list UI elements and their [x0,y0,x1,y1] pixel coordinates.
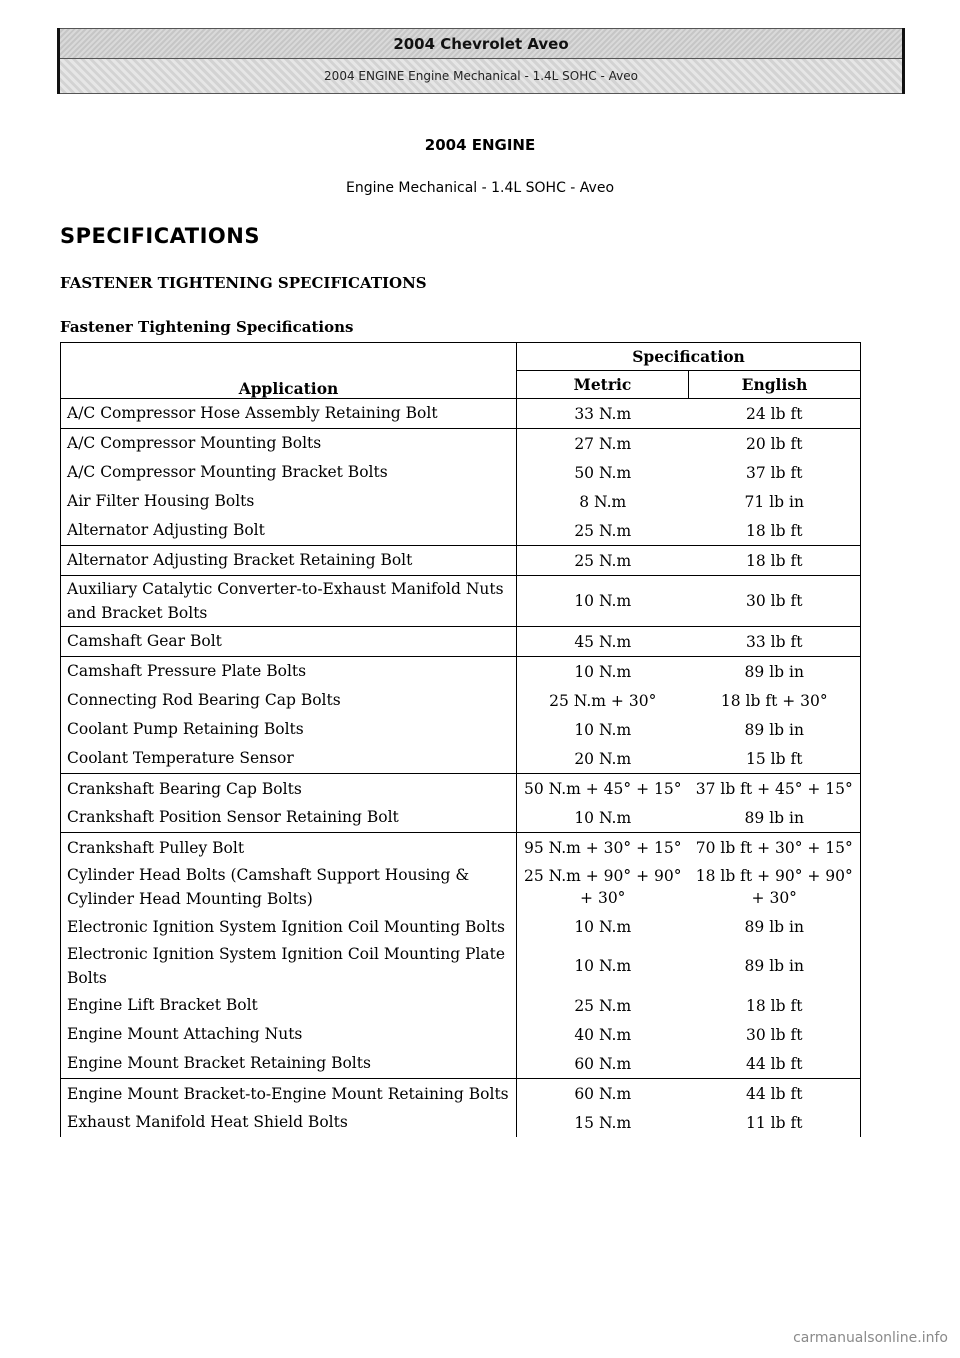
cell-english: 18 lb ft [689,546,861,576]
table-row [61,657,861,687]
cell-metric: 10 N.m [574,917,632,936]
cell-english: 44 lb ft [689,1049,861,1079]
cell-application: Camshaft Pressure Plate Bolts [61,657,517,687]
cell-application: Engine Lift Bracket Bolt [61,991,517,1020]
table-row [61,991,861,1020]
cell-english: 11 lb ft [689,1108,861,1137]
cell-application: Exhaust Manifold Heat Shield Bolts [61,1108,517,1137]
cell-metric: 25 N.m [574,996,632,1015]
table-row [61,686,861,715]
cell-application: Air Filter Housing Bolts [61,487,517,516]
table-row [61,774,861,804]
cell-english: 33 lb ft [689,627,861,657]
cell-application: Engine Mount Bracket-to-Engine Mount Retaining Bolts [61,1079,517,1109]
header-subtitle: 2004 ENGINE Engine Mechanical - 1.4L SOHC - Aveo [58,58,904,94]
cell-application: Crankshaft Pulley Bolt [61,833,517,863]
cell-application: Alternator Adjusting Bracket Retaining Bolt [61,546,517,576]
cell-metric: 15 N.m [574,1113,632,1132]
table-row [61,458,861,487]
table-row [61,912,861,941]
cell-english: 37 lb ft [689,458,861,487]
cell-english: 37 lb ft + 45° + 15° [689,774,861,804]
header-title: 2004 Chevrolet Aveo [58,28,904,58]
table-row [61,399,861,429]
cell-application: Engine Mount Bracket Retaining Bolts [61,1049,517,1079]
cell-metric: 25 N.m + 90° + 90° + 30° [524,867,682,907]
document-subtitle: Engine Mechanical - 1.4L SOHC - Aveo [345,180,615,196]
cell-application: Crankshaft Position Sensor Retaining Bolt [61,803,517,833]
cell-metric: 50 N.m [574,463,632,482]
cell-metric: 10 N.m [517,657,689,687]
cell-english: 18 lb ft [689,991,861,1020]
cell-english: 70 lb ft + 30° + 15° [689,833,861,863]
header-application: Application [61,343,517,399]
document-title: 2004 ENGINE [424,136,536,154]
cell-application: Alternator Adjusting Bolt [61,516,517,546]
cell-english: 18 lb ft [689,516,861,546]
cell-metric: 10 N.m [574,808,632,827]
table-row [61,1108,861,1137]
table-row [61,941,861,991]
cell-application: A/C Compressor Hose Assembly Retaining Bolt [61,399,517,429]
cell-metric: 27 N.m [517,429,689,459]
cell-english: 30 lb ft [689,1020,861,1049]
table-row [61,1020,861,1049]
cell-application: A/C Compressor Mounting Bracket Bolts [61,458,517,487]
cell-english: 89 lb in [689,803,861,833]
table-body [61,399,861,1138]
cell-english: 89 lb in [689,912,861,941]
cell-metric: 8 N.m [579,492,627,511]
cell-metric: 40 N.m [574,1025,632,1044]
cell-application: A/C Compressor Mounting Bolts [61,429,517,459]
cell-application: Engine Mount Attaching Nuts [61,1020,517,1049]
cell-english: 15 lb ft [689,744,861,774]
cell-application: Coolant Pump Retaining Bolts [61,715,517,744]
cell-english: 18 lb ft + 30° [689,686,861,715]
table-caption: Fastener Tightening Specifications [60,318,354,336]
table-row [61,833,861,863]
cell-english: 24 lb ft [689,399,861,429]
cell-application: Electronic Ignition System Ignition Coil Mounting Bolts [61,912,517,941]
cell-application: Coolant Temperature Sensor [61,744,517,774]
cell-metric: 60 N.m [574,1054,632,1073]
cell-metric: 10 N.m [574,720,632,739]
cell-metric: 45 N.m [517,627,689,657]
cell-english: 71 lb in [689,487,861,516]
cell-metric: 60 N.m [517,1079,689,1109]
cell-english: 89 lb in [689,941,861,991]
header-metric: Metric [517,371,689,399]
table-row [61,516,861,546]
table-row [61,627,861,657]
table-row [61,715,861,744]
page-header [58,28,904,94]
fastener-spec-table [60,342,861,1137]
cell-metric: 25 N.m [517,546,689,576]
cell-english: 89 lb in [689,657,861,687]
table-row [61,862,861,912]
table-row [61,546,861,576]
cell-metric: 50 N.m + 45° + 15° [517,774,689,804]
cell-application: Crankshaft Bearing Cap Bolts [61,774,517,804]
cell-metric: 25 N.m [574,521,632,540]
table-row [61,744,861,774]
cell-application: Cylinder Head Bolts (Camshaft Support Housing & Cylinder Head Mounting Bolts) [61,862,517,912]
cell-english: 18 lb ft + 90° + 90° + 30° [689,862,861,912]
cell-english: 20 lb ft [689,429,861,459]
cell-application: Auxiliary Catalytic Converter-to-Exhaust Manifold Nuts and Bracket Bolts [61,576,517,627]
table-row [61,487,861,516]
cell-metric: 20 N.m [574,749,632,768]
cell-application: Connecting Rod Bearing Cap Bolts [61,686,517,715]
cell-metric: 10 N.m [517,576,689,627]
subsection-heading: FASTENER TIGHTENING SPECIFICATIONS [60,274,427,292]
header-english: English [689,371,861,399]
watermark: carmanualsonline.info [793,1330,948,1346]
cell-metric: 95 N.m + 30° + 15° [517,833,689,863]
cell-english: 44 lb ft [689,1079,861,1109]
cell-metric: 10 N.m [574,957,632,975]
cell-application: Electronic Ignition System Ignition Coil Mounting Plate Bolts [61,941,517,991]
table-row [61,803,861,833]
cell-english: 30 lb ft [689,576,861,627]
table-row [61,429,861,459]
cell-english: 89 lb in [689,715,861,744]
table-row [61,1079,861,1109]
header-specification: Specification [517,343,861,371]
cell-metric: 25 N.m + 30° [549,691,657,710]
section-heading: SPECIFICATIONS [60,224,260,248]
cell-metric: 33 N.m [517,399,689,429]
table-row [61,576,861,627]
cell-application: Camshaft Gear Bolt [61,627,517,657]
table-row [61,1049,861,1079]
